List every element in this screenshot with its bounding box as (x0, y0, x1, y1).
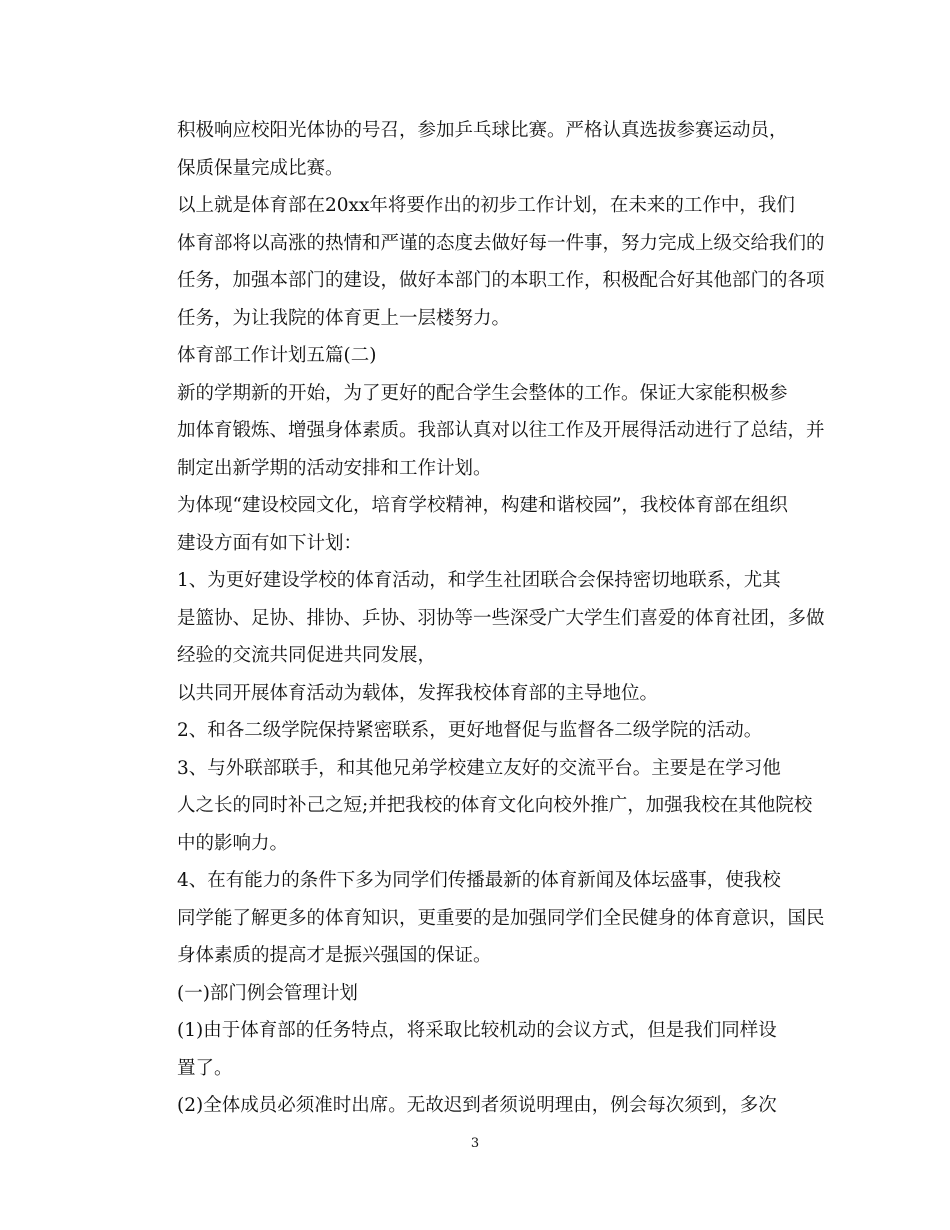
text-line: 建设方面有如下计划： (177, 532, 363, 554)
rule-item-2 (140, 1087, 810, 1125)
text-line: 制定出新学期的活动安排和工作计划。 (177, 457, 492, 479)
page-number: 3 (470, 1136, 480, 1151)
text-line: 身体素质的提高才是振兴强国的保证。 (177, 945, 492, 966)
list-item-4 (140, 862, 825, 975)
text-line: 是篮协、足协、排协、乒协、羽协等一些深受广大学生们喜爱的体育社团，多做 (177, 607, 825, 629)
text-line: 加体育锻炼、增强身体素质。我部认真对以往工作及开展得活动进行了总结，并 (177, 420, 825, 441)
text-line: 以共同开展体育活动为载体，发挥我校体育部的主导地位。 (177, 682, 659, 704)
text-line: 人之长的同时补己之短;并把我校的体育文化向校外推广，加强我校在其他院校 (177, 795, 813, 816)
document-body (140, 112, 825, 1125)
paragraph-new-semester (140, 375, 825, 488)
paragraph-plan-summary (140, 187, 825, 337)
text-line: 3、与外联部联手，和其他兄弟学校建立友好的交流平台。主要是在学习他 (177, 757, 781, 779)
text-line: (一)部门例会管理计划 (177, 982, 358, 1004)
paragraph-campus-culture (140, 487, 810, 562)
text-line: 经验的交流共同促进共同发展， (177, 645, 437, 666)
rule-item-1 (140, 1012, 810, 1087)
text-line: 任务，为让我院的体育更上一层楼努力。 (177, 307, 511, 329)
text-line: 1、为更好建设学校的体育活动，和学生社团联合会保持密切地联系，尤其 (177, 570, 781, 591)
text-line: 中的影响力。 (177, 832, 289, 854)
text-line: (1)由于体育部的任务特点，将采取比较机动的会议方式，但是我们同样设 (177, 1020, 777, 1041)
paragraph-pingpong-match (140, 112, 810, 187)
text-line: 置了。 (177, 1057, 233, 1079)
text-line: (2)全体成员必须准时出席。无故迟到者须说明理由，例会每次须到，多次 (177, 1095, 777, 1116)
text-line: 4、在有能力的条件下多为同学们传播最新的体育新闻及体坛盛事，使我校 (177, 870, 781, 891)
text-line: 2、和各二级学院保持紧密联系，更好地督促与监督各二级学院的活动。 (177, 720, 763, 741)
text-line: 以上就是体育部在20xx年将要作出的初步工作计划，在未来的工作中，我们 (177, 195, 795, 216)
list-item-2 (140, 712, 810, 750)
text-line: 新的学期新的开始，为了更好的配合学生会整体的工作。保证大家能积极参 (177, 382, 788, 404)
text-line: 体育部将以高涨的热情和严谨的态度去做好每一件事，努力完成上级交给我们的 (177, 232, 825, 254)
text-line: 积极响应校阳光体协的号召，参加乒乓球比赛。严格认真选拔参赛运动员， (177, 120, 788, 141)
subsection-heading (140, 975, 810, 1013)
text-line: 任务，加强本部门的建设，做好本部门的本职工作，积极配合好其他部门的各项 (177, 270, 825, 291)
section-heading (140, 337, 810, 375)
list-item-1 (140, 562, 825, 675)
text-line: 为体现“建设校园文化，培育学校精神，构建和谐校园”，我校体育部在组织 (177, 495, 788, 516)
text-line: 体育部工作计划五篇(二) (177, 345, 377, 366)
paragraph-leading-role (140, 675, 810, 713)
text-line: 保质保量完成比赛。 (177, 157, 344, 179)
text-line: 同学能了解更多的体育知识，更重要的是加强同学们全民健身的体育意识，国民 (177, 907, 825, 929)
list-item-3 (140, 750, 813, 863)
